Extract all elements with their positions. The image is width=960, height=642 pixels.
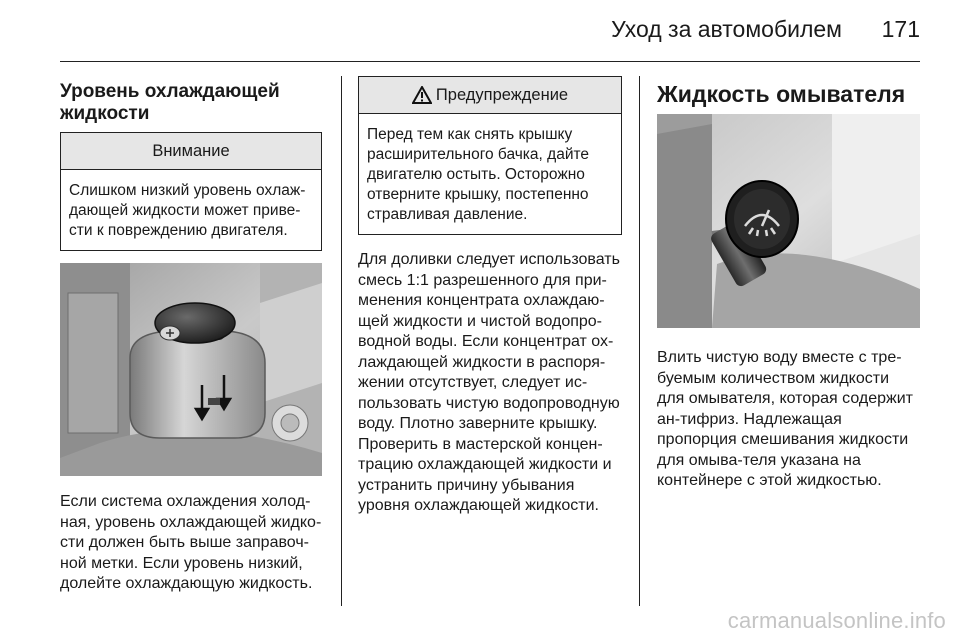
column-washer	[657, 76, 920, 492]
warning-heading-text: Предупреждение	[435, 86, 569, 104]
washer-reservoir-photo	[657, 114, 920, 328]
notice-heading	[61, 133, 321, 170]
header-divider	[60, 61, 920, 62]
warning-body: Перед тем как снять крышку расширительного бачка, дайте двигателю остыть. Осторожно отверните крышку, постепенно стравливая давление.	[367, 126, 590, 223]
page-number: 171	[881, 16, 920, 42]
coolant-level-paragraph: Если система охлаждения холод-ная, уровень охлаждающей жидко-сти должен быть выше заправоч-ной метки. Если уровень низкий, долейте охлаждающую жидкость.	[60, 493, 322, 592]
notice-body: Слишком низкий уровень охлаж-дающей жидкости может приве-сти к повреждению двигателя.	[69, 182, 306, 239]
washer-fluid-paragraph: Влить чистую воду вместе с тре-буемым количеством жидкости для омывателя, которая содержит ан-тифриз. Надлежащая пропорция смешивания жидкости для омыва-теля указана на контейнере с этой жидкостью.	[657, 349, 913, 489]
page-header	[0, 0, 960, 60]
column-warning	[358, 76, 622, 517]
column-coolant	[60, 76, 322, 595]
warning-box	[358, 76, 622, 235]
column-divider-1	[341, 76, 342, 606]
warning-triangle-icon	[412, 86, 432, 104]
notice-box	[60, 132, 322, 251]
coolant-reservoir-illustration	[60, 263, 322, 476]
section-title-washer: Жидкость омывателя	[657, 81, 906, 107]
coolant-reservoir-photo	[60, 263, 322, 476]
column-divider-2	[639, 76, 640, 606]
refill-paragraph: Для доливки следует использовать смесь 1:1 разрешенного для при-менения концентрата охлаждаю-щей жидкости и чистой водопро-водной воды. Если концентрат ох-лаждающей жидкости в распоря-жении отсутствует, следует ис-пользовать чистую водопроводную воду. Плотно заверните крышку. Проверить в мастерской концен-трацию охлаждающей жидкости и устранить причину убывания уровня охлаждающей жидкости.	[358, 251, 620, 514]
washer-reservoir-illustration	[657, 114, 920, 328]
notice-heading-text: Внимание	[152, 142, 230, 160]
header-title: Уход за автомобилем	[611, 16, 842, 42]
warning-heading	[359, 77, 621, 114]
section-title-coolant: Уровень охлаждающей жидкости	[60, 81, 280, 124]
watermark: carmanualsonline.info	[727, 608, 946, 633]
